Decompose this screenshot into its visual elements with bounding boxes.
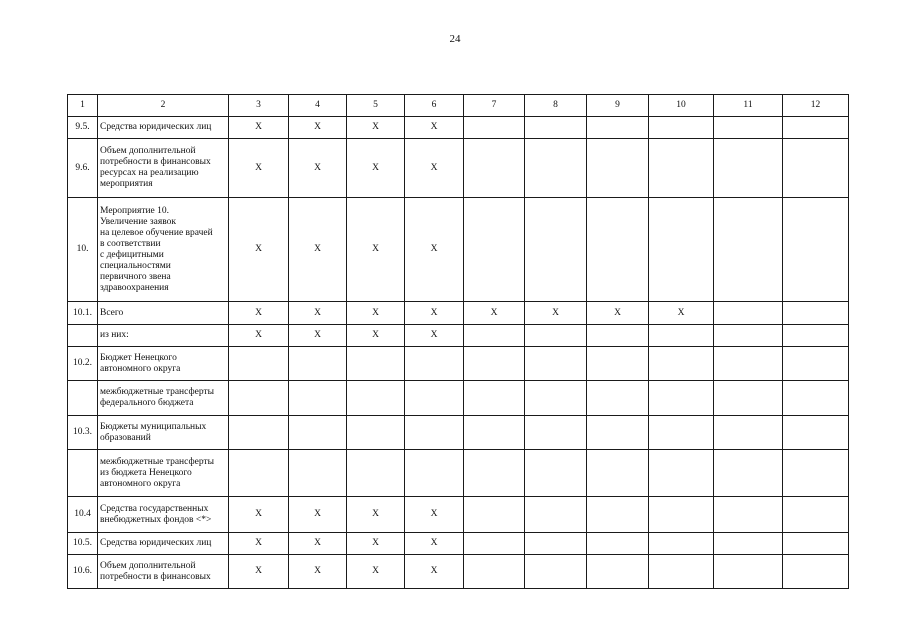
table-row — [68, 139, 849, 198]
value-cell-col-12 — [783, 533, 849, 555]
row-number — [68, 381, 98, 416]
value-cell-col-5 — [347, 450, 405, 497]
row-name: межбюджетные трансферты из бюджета Ненецкого автономного округа — [98, 450, 229, 497]
value-cell-col-10 — [649, 347, 714, 381]
row-name: Средства юридических лиц — [98, 533, 229, 555]
value-cell-col-10: X — [649, 302, 714, 325]
row-number: 10.5. — [68, 533, 98, 555]
row-number: 10.3. — [68, 416, 98, 450]
value-cell-col-6 — [405, 416, 464, 450]
value-cell-col-12 — [783, 117, 849, 139]
value-cell-col-10 — [649, 325, 714, 347]
row-name: Бюджет Ненецкого автономного округа — [98, 347, 229, 381]
value-cell-col-9: X — [587, 302, 649, 325]
value-cell-col-11 — [714, 416, 783, 450]
value-cell-col-12 — [783, 416, 849, 450]
row-number: 9.5. — [68, 117, 98, 139]
column-header-4: 4 — [289, 95, 347, 117]
value-cell-col-9 — [587, 198, 649, 302]
page-number: 24 — [449, 33, 461, 45]
row-name: Объем дополнительной потребности в финансовых — [98, 555, 229, 589]
value-cell-col-9 — [587, 381, 649, 416]
value-cell-col-3: X — [229, 555, 289, 589]
table-row — [68, 117, 849, 139]
column-header-10: 10 — [649, 95, 714, 117]
value-cell-col-11 — [714, 198, 783, 302]
value-cell-col-9 — [587, 555, 649, 589]
value-cell-col-9 — [587, 497, 649, 533]
column-header-6: 6 — [405, 95, 464, 117]
row-name: Объем дополнительной потребности в финансовых ресурсах на реализацию мероприятия — [98, 139, 229, 198]
value-cell-col-10 — [649, 416, 714, 450]
value-cell-col-5: X — [347, 497, 405, 533]
value-cell-col-10 — [649, 381, 714, 416]
row-name: из них: — [98, 325, 229, 347]
value-cell-col-8: X — [525, 302, 587, 325]
value-cell-col-8 — [525, 347, 587, 381]
value-cell-col-5: X — [347, 555, 405, 589]
table-header-row — [68, 95, 849, 117]
value-cell-col-4: X — [289, 302, 347, 325]
value-cell-col-7: X — [464, 302, 525, 325]
value-cell-col-6 — [405, 347, 464, 381]
row-number: 10.1. — [68, 302, 98, 325]
value-cell-col-6: X — [405, 302, 464, 325]
value-cell-col-8 — [525, 325, 587, 347]
value-cell-col-6: X — [405, 325, 464, 347]
table-row — [68, 416, 849, 450]
value-cell-col-6: X — [405, 497, 464, 533]
table-row — [68, 325, 849, 347]
table-row — [68, 555, 849, 589]
value-cell-col-12 — [783, 555, 849, 589]
value-cell-col-4 — [289, 416, 347, 450]
value-cell-col-10 — [649, 497, 714, 533]
table-body — [68, 95, 849, 589]
value-cell-col-4: X — [289, 139, 347, 198]
value-cell-col-5: X — [347, 533, 405, 555]
value-cell-col-3 — [229, 416, 289, 450]
value-cell-col-3: X — [229, 533, 289, 555]
value-cell-col-7 — [464, 347, 525, 381]
value-cell-col-7 — [464, 555, 525, 589]
value-cell-col-10 — [649, 198, 714, 302]
value-cell-col-4: X — [289, 497, 347, 533]
value-cell-col-9 — [587, 450, 649, 497]
value-cell-col-4: X — [289, 117, 347, 139]
value-cell-col-8 — [525, 198, 587, 302]
row-number — [68, 325, 98, 347]
value-cell-col-9 — [587, 347, 649, 381]
table-row — [68, 533, 849, 555]
value-cell-col-5 — [347, 381, 405, 416]
value-cell-col-8 — [525, 533, 587, 555]
value-cell-col-10 — [649, 450, 714, 497]
value-cell-col-9 — [587, 139, 649, 198]
value-cell-col-9 — [587, 117, 649, 139]
value-cell-col-8 — [525, 497, 587, 533]
value-cell-col-11 — [714, 302, 783, 325]
row-number: 9.6. — [68, 139, 98, 198]
value-cell-col-10 — [649, 555, 714, 589]
table-row — [68, 497, 849, 533]
value-cell-col-3: X — [229, 302, 289, 325]
value-cell-col-8 — [525, 139, 587, 198]
row-name: Всего — [98, 302, 229, 325]
value-cell-col-12 — [783, 347, 849, 381]
column-header-1: 1 — [68, 95, 98, 117]
value-cell-col-5: X — [347, 302, 405, 325]
value-cell-col-7 — [464, 416, 525, 450]
value-cell-col-6: X — [405, 533, 464, 555]
column-header-7: 7 — [464, 95, 525, 117]
column-header-9: 9 — [587, 95, 649, 117]
value-cell-col-6: X — [405, 555, 464, 589]
column-header-5: 5 — [347, 95, 405, 117]
value-cell-col-5: X — [347, 139, 405, 198]
column-header-2: 2 — [98, 95, 229, 117]
row-name: Средства юридических лиц — [98, 117, 229, 139]
value-cell-col-12 — [783, 198, 849, 302]
row-name: межбюджетные трансферты федерального бюджета — [98, 381, 229, 416]
value-cell-col-10 — [649, 117, 714, 139]
value-cell-col-5: X — [347, 325, 405, 347]
value-cell-col-6: X — [405, 139, 464, 198]
value-cell-col-3: X — [229, 198, 289, 302]
value-cell-col-5 — [347, 347, 405, 381]
value-cell-col-5: X — [347, 117, 405, 139]
value-cell-col-3: X — [229, 117, 289, 139]
value-cell-col-6: X — [405, 117, 464, 139]
row-number — [68, 450, 98, 497]
value-cell-col-12 — [783, 497, 849, 533]
value-cell-col-7 — [464, 381, 525, 416]
value-cell-col-12 — [783, 381, 849, 416]
value-cell-col-11 — [714, 347, 783, 381]
value-cell-col-6: X — [405, 198, 464, 302]
value-cell-col-7 — [464, 450, 525, 497]
value-cell-col-11 — [714, 497, 783, 533]
value-cell-col-7 — [464, 198, 525, 302]
column-header-12: 12 — [783, 95, 849, 117]
value-cell-col-11 — [714, 533, 783, 555]
plan-table — [67, 94, 849, 589]
row-number: 10.6. — [68, 555, 98, 589]
table-row — [68, 347, 849, 381]
value-cell-col-7 — [464, 139, 525, 198]
value-cell-col-7 — [464, 325, 525, 347]
value-cell-col-5 — [347, 416, 405, 450]
value-cell-col-7 — [464, 533, 525, 555]
row-number: 10.2. — [68, 347, 98, 381]
value-cell-col-11 — [714, 381, 783, 416]
value-cell-col-6 — [405, 450, 464, 497]
value-cell-col-3 — [229, 347, 289, 381]
value-cell-col-12 — [783, 450, 849, 497]
value-cell-col-12 — [783, 325, 849, 347]
row-number: 10.4 — [68, 497, 98, 533]
value-cell-col-3: X — [229, 139, 289, 198]
row-number: 10. — [68, 198, 98, 302]
value-cell-col-11 — [714, 450, 783, 497]
value-cell-col-4: X — [289, 198, 347, 302]
value-cell-col-3 — [229, 381, 289, 416]
value-cell-col-4: X — [289, 533, 347, 555]
value-cell-col-5: X — [347, 198, 405, 302]
value-cell-col-4: X — [289, 325, 347, 347]
value-cell-col-4: X — [289, 555, 347, 589]
value-cell-col-8 — [525, 381, 587, 416]
value-cell-col-8 — [525, 416, 587, 450]
value-cell-col-9 — [587, 533, 649, 555]
value-cell-col-9 — [587, 416, 649, 450]
value-cell-col-12 — [783, 139, 849, 198]
value-cell-col-8 — [525, 117, 587, 139]
row-name: Мероприятие 10. Увеличение заявок на целевое обучение врачей в соответствии с дефицитными специальностями первичного звена здравоохранения — [98, 198, 229, 302]
value-cell-col-7 — [464, 497, 525, 533]
value-cell-col-4 — [289, 381, 347, 416]
value-cell-col-3: X — [229, 497, 289, 533]
value-cell-col-8 — [525, 450, 587, 497]
value-cell-col-4 — [289, 347, 347, 381]
value-cell-col-3 — [229, 450, 289, 497]
value-cell-col-9 — [587, 325, 649, 347]
column-header-3: 3 — [229, 95, 289, 117]
value-cell-col-10 — [649, 533, 714, 555]
value-cell-col-11 — [714, 555, 783, 589]
value-cell-col-10 — [649, 139, 714, 198]
table-row — [68, 302, 849, 325]
column-header-11: 11 — [714, 95, 783, 117]
value-cell-col-11 — [714, 117, 783, 139]
table-row — [68, 450, 849, 497]
value-cell-col-11 — [714, 325, 783, 347]
value-cell-col-6 — [405, 381, 464, 416]
column-header-8: 8 — [525, 95, 587, 117]
value-cell-col-7 — [464, 117, 525, 139]
row-name: Средства государственных внебюджетных фондов <*> — [98, 497, 229, 533]
table-row — [68, 381, 849, 416]
value-cell-col-8 — [525, 555, 587, 589]
value-cell-col-12 — [783, 302, 849, 325]
row-name: Бюджеты муниципальных образований — [98, 416, 229, 450]
value-cell-col-4 — [289, 450, 347, 497]
value-cell-col-3: X — [229, 325, 289, 347]
value-cell-col-11 — [714, 139, 783, 198]
table-row — [68, 198, 849, 302]
